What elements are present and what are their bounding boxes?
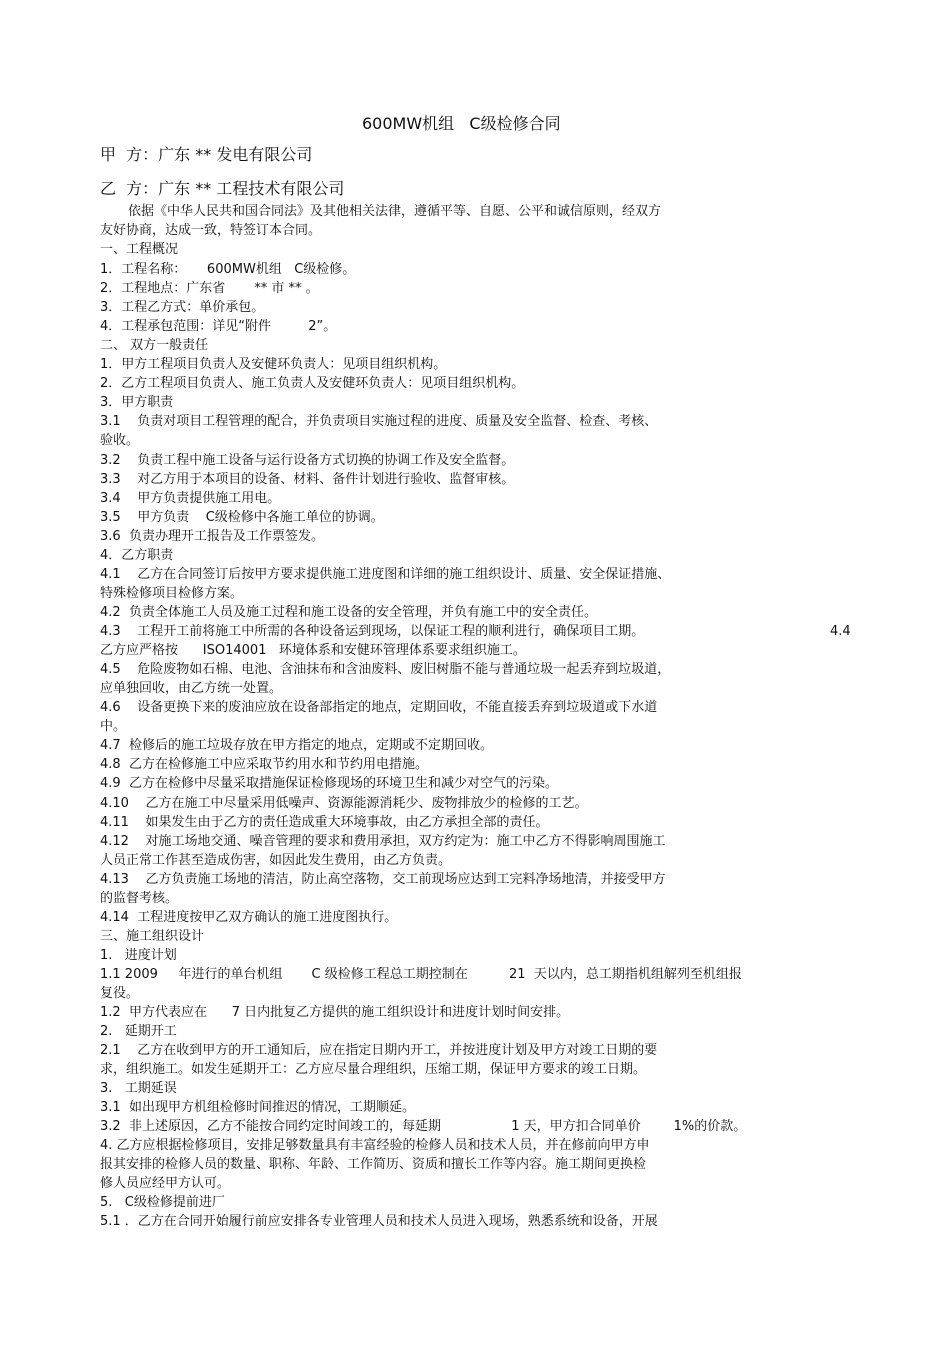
contract-line: 3. 工期延误 — [100, 1081, 177, 1096]
contract-line: 3.5 甲方负责 C级检修中各施工单位的协调。 — [100, 510, 384, 525]
contract-line: 4.1 乙方在合同签订后按甲方要求提供施工进度图和详细的施工组织设计、质量、安全保证措施、 — [100, 567, 671, 582]
contract-line: 3．甲方职责 — [100, 395, 174, 410]
contract-line: 5.1 ．乙方在合同开始履行前应安排各专业管理人员和技术人员进入现场，熟悉系统和设备，开展 — [100, 1214, 658, 1229]
contract-line: 中。 — [100, 719, 127, 734]
contract-line: 4.9 乙方在检修中尽量采取措施保证检修现场的环境卫生和减少对空气的污染。 — [100, 776, 558, 791]
contract-line: 5. C级检修提前进厂 — [100, 1195, 225, 1210]
contract-line: 4．乙方职责 — [100, 548, 174, 563]
contract-line: 4.6 设备更换下来的废油应放在设备部指定的地点，定期回收，不能直接丢弃到垃圾道或下水道 — [100, 700, 658, 715]
contract-line: 1．甲方工程项目负责人及安健环负责人：见项目组织机构。 — [100, 357, 447, 372]
contract-line: 4．工程承包范围：详见“附件 2”。 — [100, 319, 337, 334]
contract-line: 应单独回收，由乙方统一处置。 — [100, 681, 283, 696]
contract-line: 4.8 乙方在检修施工中应采取节约用水和节约用电措施。 — [100, 757, 428, 772]
contract-line: 1．工程名称： 600MW机组 C级检修。 — [100, 262, 356, 277]
contract-line: 人员正常工作甚至造成伤害，如因此发生费用，由乙方负责。 — [100, 853, 452, 868]
contract-line: 4.2 负责全体施工人员及施工过程和施工设备的安全管理，并负有施工中的安全责任。 — [100, 605, 597, 620]
contract-line: 2．工程地点：广东省 ** 市 ** 。 — [100, 281, 319, 296]
contract-line: 3.2 负责工程中施工设备与运行设备方式切换的协调工作及安全监督。 — [100, 453, 515, 468]
contract-line: 2.1 乙方在收到甲方的开工通知后，应在指定日期内开工，并按进度计划及甲方对竣工日期的要 — [100, 1043, 658, 1058]
contract-line: 4.7 检修后的施工垃圾存放在甲方指定的地点，定期或不定期回收。 — [100, 738, 493, 753]
contract-line: 4.12 对施工场地交通、噪音管理的要求和费用承担，双方约定为：施工中乙方不得影响周围施工 — [100, 834, 666, 849]
contract-line: 依据《中华人民共和国合同法》及其他相关法律，遵循平等、自愿、公平和诚信原则，经双方 — [128, 204, 662, 219]
contract-line: 验收。 — [100, 433, 140, 448]
contract-line: 4.11 如果发生由于乙方的责任造成重大环境事故，由乙方承担全部的责任。 — [100, 815, 549, 830]
contract-line: 2. 延期开工 — [100, 1024, 177, 1039]
contract-line: 复役。 — [100, 986, 140, 1001]
contract-line: 3.1 负责对项目工程管理的配合，并负责项目实施过程的进度、质量及安全监督、检查、考核、 — [100, 414, 658, 429]
contract-line: 4.14 工程进度按甲乙双方确认的施工进度图执行。 — [100, 910, 398, 925]
contract-line: 4.3 工程开工前将施工中所需的各种设备运到现场，以保证工程的顺利进行，确保项目工期。 — [100, 624, 645, 639]
contract-line: 1.2 甲方代表应在 7 日内批复乙方提供的施工组织设计和进度计划时间安排。 — [100, 1005, 570, 1020]
contract-line: 修人员应经甲方认可。 — [100, 1176, 231, 1191]
contract-line: 4.13 乙方负责施工场地的清洁，防止高空落物，交工前现场应达到工完料净场地清，并接受甲方 — [100, 872, 666, 887]
contract-line: 三、施工组织设计 — [100, 929, 205, 944]
contract-line: 3．工程乙方式：单价承包。 — [100, 300, 265, 315]
contract-line: 3.3 对乙方用于本项目的设备、材料、备件计划进行验收、监督审核。 — [100, 472, 515, 487]
contract-line: 3.1 如出现甲方机组检修时间推迟的情况，工期顺延。 — [100, 1100, 415, 1115]
contract-line: 1.1 2009 年进行的单台机组 C 级检修工程总工期控制在 21 天以内，总工期指机组解列至机组报 — [100, 967, 742, 982]
contract-title: 600MW机组 C级检修合同 — [362, 114, 561, 133]
contract-line: 二、 双方一般责任 — [100, 338, 209, 353]
contract-line: 4.4 — [830, 624, 851, 639]
contract-line: 的监督考核。 — [100, 891, 179, 906]
contract-line: 乙方应严格按 ISO14001 环境体系和安健环管理体系要求组织施工。 — [100, 643, 526, 658]
party-b: 乙 方：广东 ** 工程技术有限公司 — [100, 179, 345, 198]
contract-line: 2．乙方工程项目负责人、施工负责人及安健环负责人：见项目组织机构。 — [100, 376, 525, 391]
contract-line: 4.10 乙方在施工中尽量采用低噪声、资源能源消耗少、废物排放少的检修的工艺。 — [100, 796, 588, 811]
contract-line: 4.5 危险废物如石棉、电池、含油抹布和含油废料、废旧树脂不能与普通垃圾一起丢弃到垃圾道， — [100, 662, 671, 677]
contract-line: 3.2 非上述原因，乙方不能按合同约定时间竣工的，每延期 1 天，甲方扣合同单价 1%的价款。 — [100, 1119, 747, 1134]
contract-line: 3.6 负责办理开工报告及工作票签发。 — [100, 529, 324, 544]
contract-line: 4. 乙方应根据检修项目，安排足够数量具有丰富经验的检修人员和技术人员，并在修前向甲方申 — [100, 1138, 650, 1153]
contract-line: 求，组织施工。如发生延期开工：乙方应尽量合理组织，压缩工期，保证甲方要求的竣工日期。 — [100, 1062, 647, 1077]
contract-line: 友好协商，达成一致，特签订本合同。 — [100, 223, 322, 238]
contract-line: 特殊检修项目检修方案。 — [100, 586, 244, 601]
contract-line: 一、工程概况 — [100, 242, 179, 257]
contract-line: 3.4 甲方负责提供施工用电。 — [100, 491, 281, 506]
party-a: 甲 方：广东 ** 发电有限公司 — [100, 145, 313, 164]
contract-line: 报其安排的检修人员的数量、职称、年龄、工作简历、资质和擅长工作等内容。施工期间更换检 — [100, 1157, 647, 1172]
contract-line: 1. 进度计划 — [100, 948, 177, 963]
